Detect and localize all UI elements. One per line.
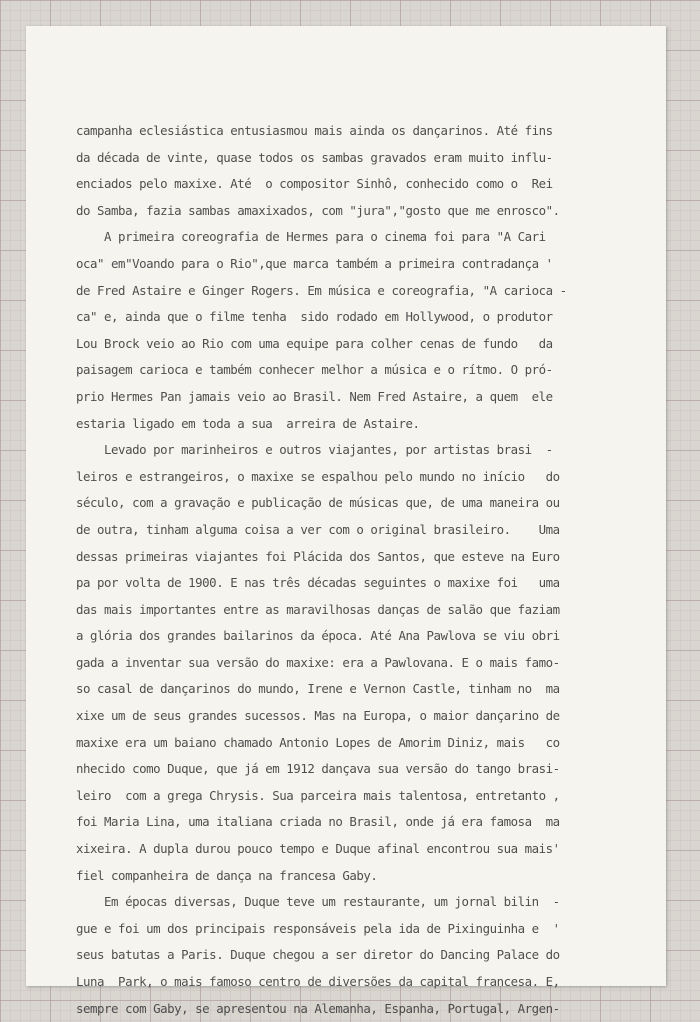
text-line: Em épocas diversas, Duque teve um restaurante, um jornal bilin - (76, 894, 560, 910)
text-line: foi Maria Lina, uma italiana criada no Brasil, onde já era famosa ma (76, 814, 560, 830)
text-line: Levado por marinheiros e outros viajantes, por artistas brasi - (76, 442, 553, 458)
text-line: oca" em"Voando para o Rio",que marca também a primeira contradança ' (76, 255, 553, 271)
text-line: da década de vinte, quase todos os sambas gravados eram muito influ- (76, 149, 553, 165)
text-line: gada a inventar sua versão do maxixe: era a Pawlovana. E o mais famo- (76, 654, 560, 670)
typewritten-text-block (76, 118, 656, 1022)
text-line: campanha eclesiástica entusiasmou mais ainda os dançarinos. Até fins (76, 123, 553, 138)
text-line: de outra, tinham alguma coisa a ver com o original brasileiro. Uma (76, 521, 560, 537)
text-line: prio Hermes Pan jamais veio ao Brasil. Nem Fred Astaire, a quem ele (76, 388, 553, 404)
text-line: xixe um de seus grandes sucessos. Mas na Europa, o maior dançarino de (76, 708, 560, 724)
text-line: leiro com a grega Chrysis. Sua parceira mais talentosa, entretanto , (76, 787, 560, 803)
text-line: nhecido como Duque, que já em 1912 dançava sua versão do tango brasi- (76, 761, 560, 777)
text-line: xixeira. A dupla durou pouco tempo e Duque afinal encontrou sua mais' (76, 841, 560, 857)
typewritten-page (26, 26, 666, 1016)
text-line: leiros e estrangeiros, o maxixe se espalhou pelo mundo no início do (76, 468, 560, 484)
text-line: Lou Brock veio ao Rio com uma equipe para colher cenas de fundo da (76, 335, 553, 351)
text-line: das mais importantes entre as maravilhosas danças de salão que faziam (76, 601, 560, 617)
text-line: a glória dos grandes bailarinos da época. Até Ana Pawlova se viu obri (76, 628, 560, 644)
text-line: ca" e, ainda que o filme tenha sido rodado em Hollywood, o produtor (76, 309, 553, 325)
text-line: A primeira coreografia de Hermes para o cinema foi para "A Cari (76, 229, 546, 245)
text-line: gue e foi um dos principais responsáveis pela ida de Pixinguinha e ' (76, 920, 560, 936)
text-line: pa por volta de 1900. E nas três décadas seguintes o maxixe foi uma (76, 575, 560, 591)
text-line: Luna Park, o mais famoso centro de diversões da capital francesa. E, (76, 974, 560, 989)
text-line: século, com a gravação e publicação de músicas que, de uma maneira ou (76, 495, 560, 511)
text-line: seus batutas a Paris. Duque chegou a ser diretor do Dancing Palace do (76, 947, 560, 963)
text-line: maxixe era um baiano chamado Antonio Lopes de Amorim Diniz, mais co (76, 734, 560, 750)
text-line: de Fred Astaire e Ginger Rogers. Em música e coreografia, "A carioca - (76, 282, 567, 298)
text-line: sempre com Gaby, se apresentou na Alemanha, Espanha, Portugal, Argen- (76, 1000, 560, 1016)
text-line: estaria ligado em toda a sua arreira de Astaire. (76, 415, 420, 431)
text-line: do Samba, fazia sambas amaxixados, com "jura","gosto que me enrosco". (76, 202, 560, 218)
text-line: paisagem carioca e também conhecer melhor a música e o rítmo. O pró- (76, 362, 553, 378)
text-line: so casal de dançarinos do mundo, Irene e Vernon Castle, tinham no ma (76, 681, 560, 697)
text-line: enciados pelo maxixe. Até o compositor Sinhô, conhecido como o Rei (76, 176, 553, 192)
text-line: dessas primeiras viajantes foi Plácida dos Santos, que esteve na Euro (76, 548, 560, 564)
text-line: fiel companheira de dança na francesa Gaby. (76, 867, 378, 883)
